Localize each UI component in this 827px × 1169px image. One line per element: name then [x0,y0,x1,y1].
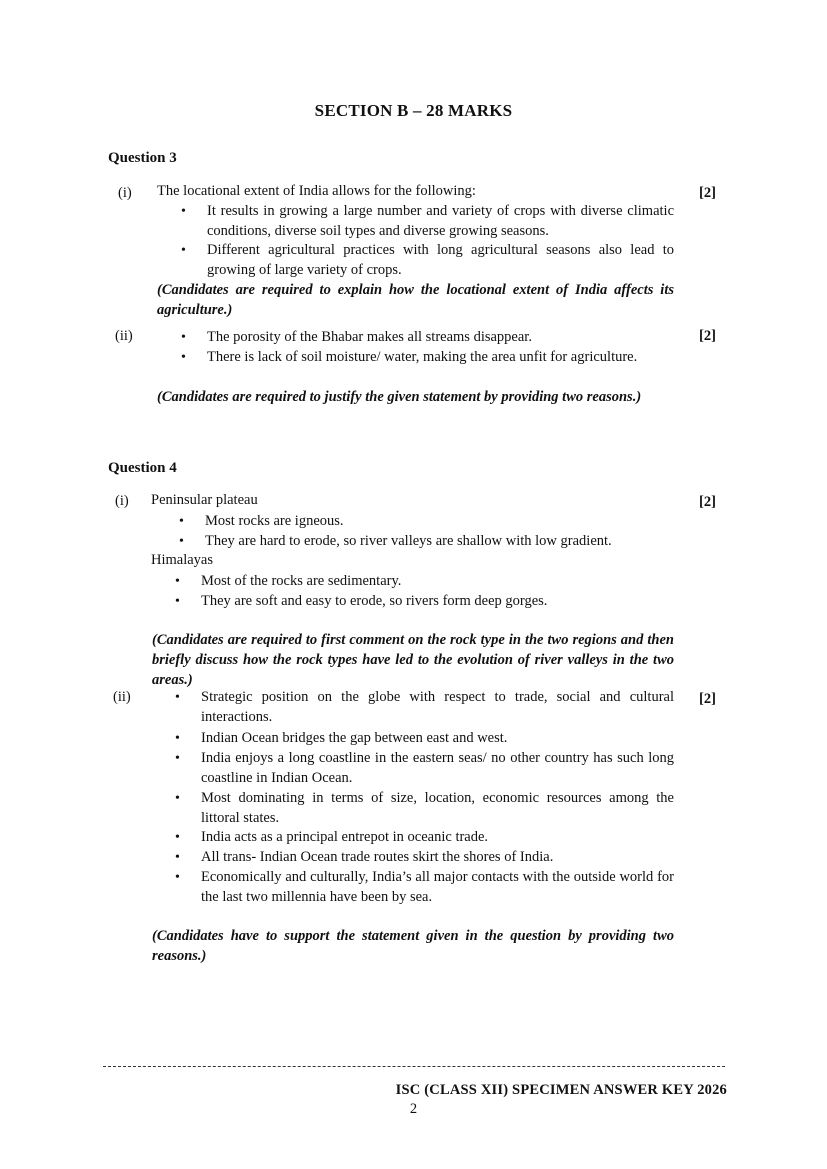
footer-title: ISC (CLASS XII) SPECIMEN ANSWER KEY 2026 [395,1082,727,1098]
q4-part-i-bullet-a1: • Most rocks are igneous. [205,512,685,532]
q4-part-ii-bullet-7: • Economically and culturally, India’s all major contacts with the outside world for the last two millennia have been by sea. [201,868,674,907]
q3-part-i-number: (i) [118,185,132,201]
footer-divider [103,1066,725,1067]
q4-part-ii-bullet-6: • All trans- Indian Ocean trade routes skirt the shores of India. [201,848,674,868]
q4-part-ii-bullet-4: • Most dominating in terms of size, location, economic resources among the littoral states. [201,789,674,828]
question-4-heading: Question 4 [108,460,177,476]
q3-part-ii-bullet-2: • There is lack of soil moisture/ water, making the area unfit for agriculture. [207,348,674,368]
q4-part-i-bullet-b2: • They are soft and easy to erode, so rivers form deep gorges. [201,592,681,612]
q3-part-ii-note: (Candidates are required to justify the given statement by providing two reasons.) [157,389,642,405]
q4-part-ii-note: (Candidates have to support the statement given in the question by providing two reasons.) [152,928,674,964]
q4-part-i-number: (i) [115,493,129,509]
q3-part-i-marks: [2] [699,185,716,201]
q3-part-ii-number: (ii) [115,328,133,344]
q4-part-i-marks: [2] [699,494,716,510]
q4-part-ii-bullet-3: • India enjoys a long coastline in the eastern seas/ no other country has such long coastline in Indian Ocean. [201,749,674,788]
q3-part-i-bullet-2: • Different agricultural practices with long agricultural seasons also lead to growing of large variety of crops. [207,241,674,280]
section-title: SECTION B – 28 MARKS [314,101,513,120]
q3-part-i-note: (Candidates are required to explain how the locational extent of India affects its agriculture.) [157,282,674,318]
q4-part-i-label-himalayas: Himalayas [151,552,214,568]
q4-part-ii-marks: [2] [699,691,716,707]
q4-part-ii-bullet-1: • Strategic position on the globe with respect to trade, social and cultural interactions. [201,688,674,727]
q4-part-i-label-peninsular: Peninsular plateau [151,492,258,508]
page-number: 2 [409,1101,418,1117]
q4-part-i-note: (Candidates are required to first comment on the rock type in the two regions and then briefly discuss how the rock types have led to the evolution of river valleys in the two areas.) [152,632,674,688]
q4-part-i-bullet-a2: • They are hard to erode, so river valleys are shallow with low gradient. [205,532,685,552]
q3-part-ii-bullet-1: • The porosity of the Bhabar makes all streams disappear. [207,328,674,348]
q4-part-ii-bullet-2: • Indian Ocean bridges the gap between east and west. [201,729,674,749]
question-3-heading: Question 3 [108,150,177,166]
q3-part-i-intro: The locational extent of India allows for the following: [157,183,476,199]
q4-part-ii-bullet-5: • India acts as a principal entrepot in oceanic trade. [201,828,674,848]
q3-part-ii-marks: [2] [699,328,716,344]
q4-part-i-bullet-b1: • Most of the rocks are sedimentary. [201,572,681,592]
q4-part-ii-number: (ii) [113,689,131,705]
q3-part-i-bullet-1: • It results in growing a large number and variety of crops with diverse climatic conditions, diverse soil types and diverse growing seasons. [207,202,674,241]
